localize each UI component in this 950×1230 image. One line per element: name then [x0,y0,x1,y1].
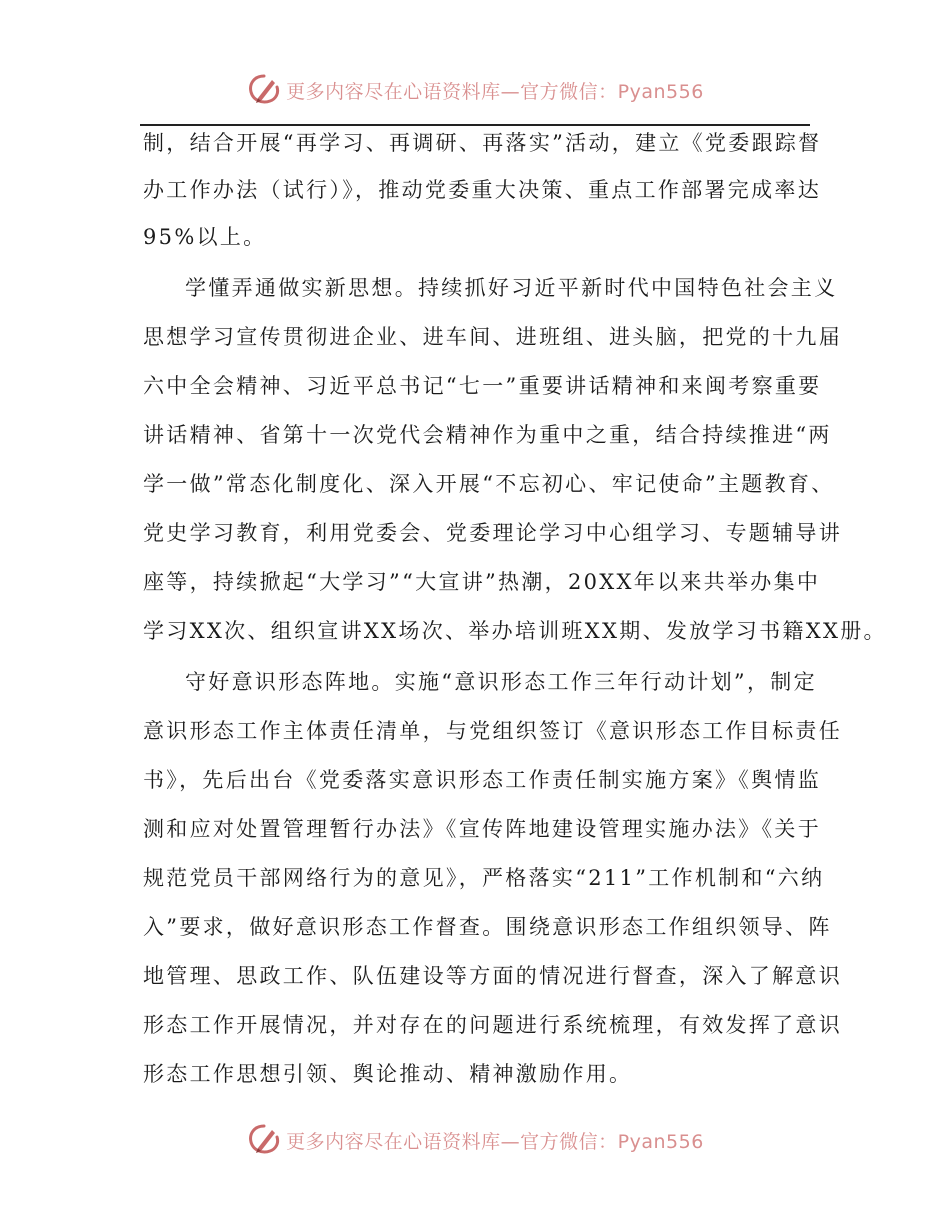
body-line: 学一做”常态化制度化、深入开展“不忘初心、牢记使命”主题教育、 [143,472,835,496]
body-line: 思想学习宣传贯彻进企业、进车间、进班组、进头脑，把党的十九届 [143,325,842,349]
header-watermark [0,70,950,110]
body-line: 办工作办法（试行）》，推动党委重大决策、重点工作部署完成率达 [143,178,821,202]
body-line: 讲话精神、省第十一次党代会精神作为重中之重，结合持续推进“两 [143,423,832,447]
body-line: 规范党员干部网络行为的意见》，严格落实“211”工作机制和“六纳 [143,866,825,890]
body-line: 地管理、思政工作、队伍建设等方面的情况进行督查，深入了解意识 [143,964,842,988]
body-line: 书》，先后出台《党委落实意识形态工作责任制实施方案》《舆情监 [143,768,821,792]
paragraph-start-line: 学懂弄通做实新思想。持续抓好习近平新时代中国特色社会主义 [185,276,838,300]
body-line: 意识形态工作主体责任清单，与党组织签订《意识形态工作目标责任 [143,719,842,743]
body-line: 形态工作开展情况，并对存在的问题进行系统梳理，有效发挥了意识 [143,1013,842,1037]
body-line: 制，结合开展“再学习、再调研、再落实”活动，建立《党委跟踪督 [143,131,822,155]
body-line: 形态工作思想引领、舆论推动、精神激励作用。 [143,1062,633,1086]
body-line: 座等，持续掀起“大学习”“大宣讲”热潮，20XX年以来共举办集中 [143,570,821,594]
body-line: 党史学习教育，利用党委会、党委理论学习中心组学习、专题辅导讲 [143,521,842,545]
body-line: 95%以上。 [143,225,267,249]
paragraph-start-line: 守好意识形态阵地。实施“意识形态工作三年行动计划”，制定 [185,670,817,694]
body-line: 六中全会精神、习近平总书记“七一”重要讲话精神和来闽考察重要 [143,374,822,398]
watermark-text: 更多内容尽在心语资料库—官方微信：Pyan556 [286,80,704,103]
header-divider [140,124,810,126]
pen-swirl-logo-icon [246,1122,282,1158]
watermark-text: 更多内容尽在心语资料库—官方微信：Pyan556 [286,1130,704,1153]
body-line: 入”要求，做好意识形态工作督查。围绕意识形态工作组织领导、阵 [143,915,832,939]
body-line: 测和应对处置管理暂行办法》《宣传阵地建设管理实施办法》《关于 [143,817,821,841]
pen-swirl-logo-icon [246,72,282,108]
body-line: 学习XX次、组织宣讲XX场次、举办培训班XX期、发放学习书籍XX册。 [143,619,887,643]
footer-watermark [0,1120,950,1160]
